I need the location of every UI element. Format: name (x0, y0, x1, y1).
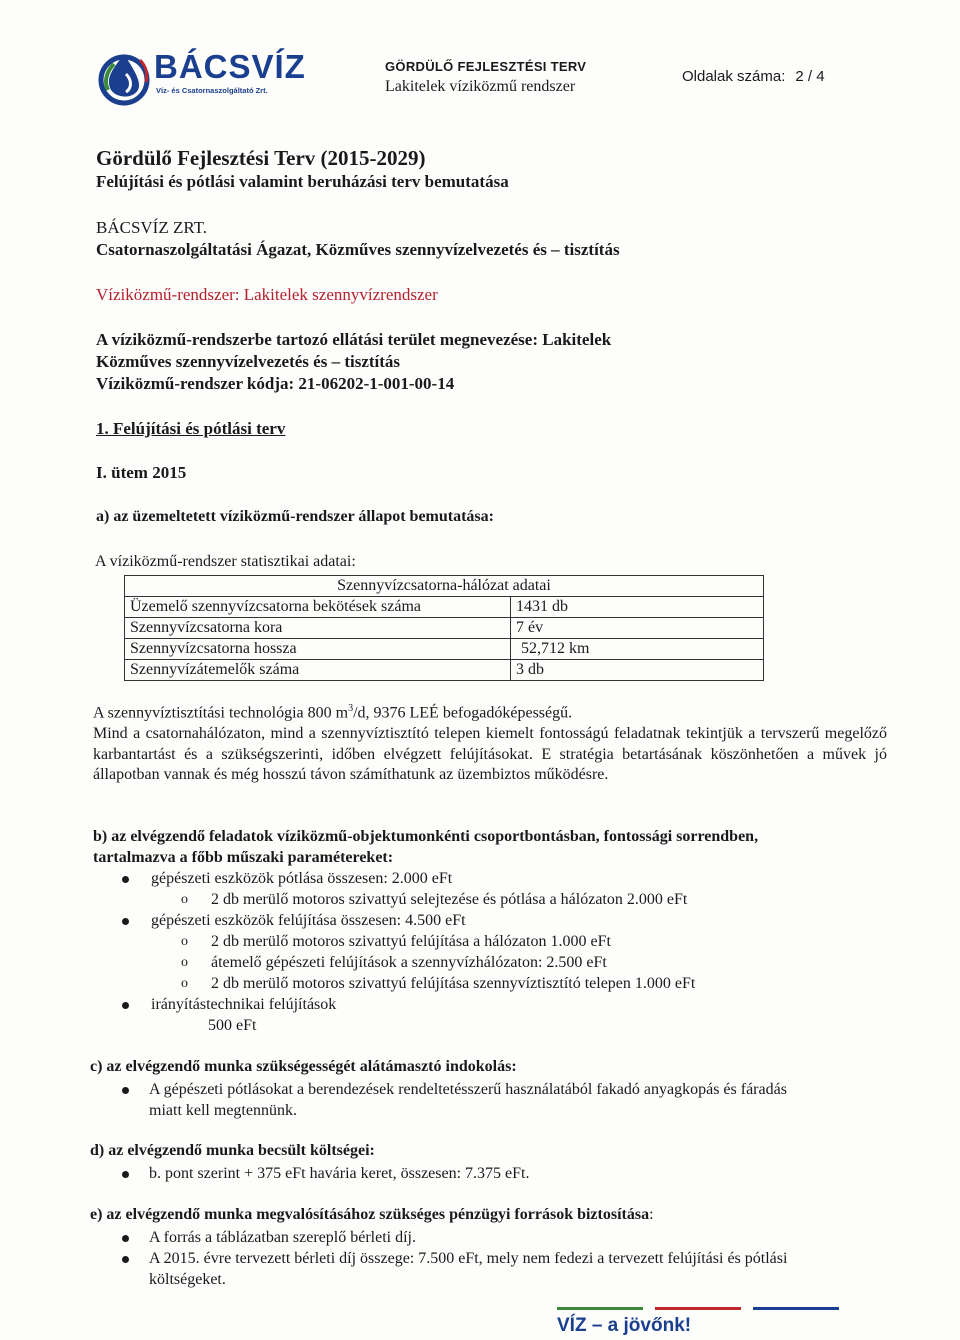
page-count-value: 2 / 4 (795, 68, 825, 85)
list-item-text: irányítástechnikai felújítások (151, 996, 337, 1013)
row-value: 3 db (511, 660, 764, 681)
circle-bullet-icon: o (181, 934, 188, 949)
list-item-text: gépészeti eszközök felújítása összesen: 4.500 eFt (151, 912, 466, 929)
bullet-icon (122, 918, 129, 925)
technology-line (93, 703, 572, 722)
row-label: Szennyvízcsatorna hossza (125, 639, 511, 660)
list-item (121, 931, 695, 952)
list-item-text: 2 db merülő motoros szivattyú felújítása szennyvíztisztító telepen 1.000 eFt (211, 975, 696, 992)
header-title-block (385, 58, 586, 98)
section-d-list (121, 1163, 530, 1184)
list-item (121, 1227, 787, 1248)
logo-subtitle: Víz- és Csatornaszolgáltató Zrt. (156, 86, 268, 95)
area-line-1: A víziközmű-rendszerbe tartozó ellátási terület megnevezése: Lakitelek (96, 330, 612, 349)
list-item (121, 1248, 787, 1269)
list-item (121, 994, 695, 1015)
system-code: Víziközmű-rendszer kódja: 21-06202-1-001-00-14 (96, 374, 455, 393)
page-count (682, 68, 825, 85)
bullet-icon (122, 1235, 129, 1242)
section-e-heading-colon: : (649, 1206, 654, 1223)
section-b-heading-2: tartalmazva a főbb műszaki paramétereket: (93, 849, 394, 866)
technology-text-pre: A szennyvíztisztítási technológia 800 m (93, 704, 349, 722)
list-item (121, 952, 695, 973)
section-d-heading: d) az elvégzendő munka becsült költségei: (90, 1142, 375, 1159)
water-drop-logo-icon (96, 48, 154, 106)
sector-line: Csatornaszolgáltatási Ágazat, Közműves szennyvízelvezetés és – tisztítás (96, 240, 620, 259)
list-item (121, 973, 695, 994)
stats-table (124, 575, 764, 681)
company-name: BÁCSVÍZ ZRT. (96, 218, 208, 237)
header-subtitle: Lakitelek víziközmű rendszer (385, 78, 576, 95)
list-item-text: gépészeti eszközök pótlása összesen: 2.000 eFt (151, 870, 453, 887)
bullet-icon (122, 1171, 129, 1178)
section-b-list (121, 868, 695, 1036)
list-item-continuation: miatt kell megtennünk. (149, 1102, 297, 1119)
section-c-list (121, 1079, 787, 1121)
footer-line-green (557, 1307, 643, 1310)
section-b-heading-1: b) az elvégzendő feladatok víziközmű-objektumonkénti csoportbontásban, fontossági sorrendben, (93, 828, 759, 845)
header-title: GÖRDÜLŐ FEJLESZTÉSI TERV (385, 59, 587, 74)
list-item-text: A forrás a táblázatban szereplő bérleti díj. (149, 1229, 416, 1246)
circle-bullet-icon: o (181, 976, 188, 991)
list-item-text: A gépészeti pótlásokat a berendezések rendeltetésszerű használatából fakadó anyagkopás és fáradás (149, 1081, 787, 1098)
area-line-2: Közműves szennyvízelvezetés és – tisztítás (96, 352, 401, 371)
section-e-list (121, 1227, 787, 1290)
phase-heading: I. ütem 2015 (96, 463, 187, 482)
table-header: Szennyvízcsatorna-hálózat adatai (125, 576, 764, 597)
footer-line-blue (753, 1307, 839, 1310)
list-item-continuation: költségeket. (149, 1271, 226, 1288)
circle-bullet-icon: o (181, 955, 188, 970)
list-item (121, 868, 695, 889)
row-label: Szennyvízátemelők száma (125, 660, 511, 681)
footer-line-red (655, 1307, 741, 1310)
list-item-text: átemelő gépészeti felújítások a szennyvízhálózaton: 2.500 eFt (211, 954, 607, 971)
document-subtitle: Felújítási és pótlási valamint beruházási terv bemutatása (96, 172, 509, 191)
technology-superscript: 3 (348, 703, 354, 714)
table-row (125, 660, 764, 681)
table-header-row (125, 576, 764, 597)
bacsviz-logo (96, 48, 306, 106)
row-value: 7 év (511, 618, 764, 639)
section-1-heading: 1. Felújítási és pótlási terv (96, 419, 286, 438)
row-label: Szennyvízcsatorna kora (125, 618, 511, 639)
list-item-amount: 500 eFt (208, 1017, 257, 1034)
document-title: Gördülő Fejlesztési Terv (2015-2029) (96, 146, 426, 170)
section-c-heading: c) az elvégzendő munka szükségességét alátámasztó indokolás: (90, 1058, 517, 1075)
table-row (125, 597, 764, 618)
list-item-text: 2 db merülő motoros szivattyú selejtezése és pótlása a hálózaton 2.000 eFt (211, 891, 688, 908)
table-row (125, 618, 764, 639)
list-item (121, 1163, 530, 1184)
page-count-label: Oldalak száma: (682, 68, 786, 85)
maintenance-paragraph: Mind a csatornahálózaton, mind a szennyvíztisztító telepen kiemelt fontosságú feladatnak tekintjük a tervszerű megelőző karbantartást és a szükségszerinti, időben elvégzett felújításokat. E stratégia betartásának köszönhetően a művek jó állapotban vannak és még hosszú távon számíthatunk az üzembiztos működésre. (93, 725, 887, 783)
list-item (121, 910, 695, 931)
list-item-text: b. pont szerint + 375 eFt havária keret, összesen: 7.375 eFt. (149, 1165, 530, 1182)
footer-slogan: VÍZ – a jövőnk! (557, 1315, 692, 1336)
logo-wordmark: BÁCSVÍZ (154, 48, 306, 85)
table-row (125, 639, 764, 660)
bullet-icon (122, 1256, 129, 1263)
section-a-heading: a) az üzemeltetett víziközmű-rendszer állapot bemutatása: (96, 508, 494, 525)
stats-intro: A víziközmű-rendszer statisztikai adatai: (95, 553, 356, 570)
list-item (121, 1079, 787, 1100)
circle-bullet-icon: o (181, 892, 188, 907)
list-item (121, 889, 695, 910)
section-e-heading (90, 1206, 654, 1224)
list-item-text: 2 db merülő motoros szivattyú felújítása a hálózaton 1.000 eFt (211, 933, 611, 950)
bullet-icon (122, 1087, 129, 1094)
technology-text-post: /d, 9376 LEÉ befogadóképességű. (353, 704, 573, 722)
row-value: 52,712 km (511, 639, 764, 660)
system-name: Víziközmű-rendszer: Lakitelek szennyvízrendszer (96, 285, 438, 304)
row-label: Üzemelő szennyvízcsatorna bekötések száma (125, 597, 511, 618)
bullet-icon (122, 1002, 129, 1009)
list-item-text: A 2015. évre tervezett bérleti díj összege: 7.500 eFt, mely nem fedezi a tervezett felújítási és pótlási (149, 1250, 788, 1267)
section-e-heading-text: e) az elvégzendő munka megvalósításához szükséges pénzügyi források biztosítása (90, 1206, 650, 1223)
row-value: 1431 db (511, 597, 764, 618)
bullet-icon (122, 876, 129, 883)
